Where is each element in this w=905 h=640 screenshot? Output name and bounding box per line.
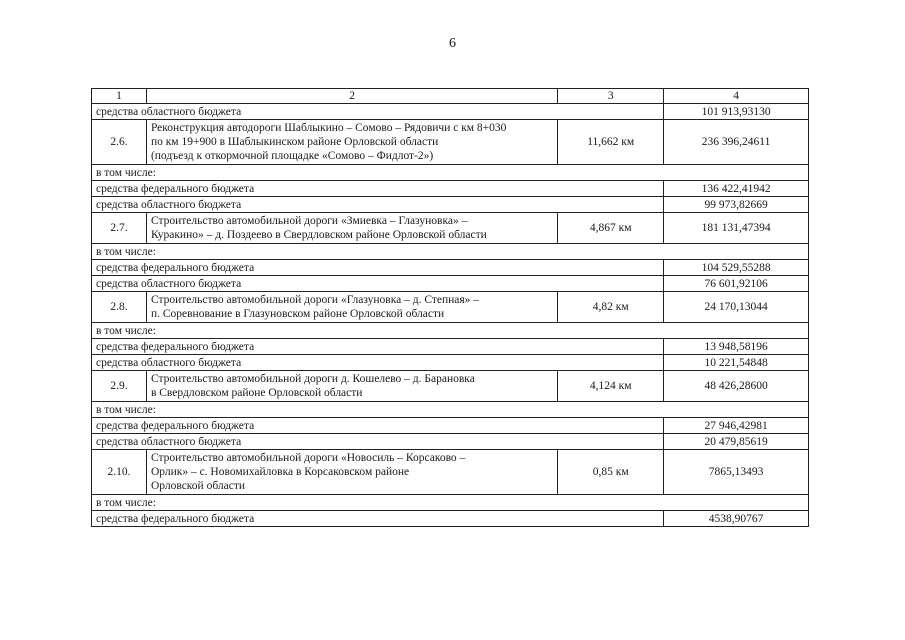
table-header-row [92,89,809,104]
column-header: 2 [146,89,557,104]
including-row [92,402,809,418]
project-description [146,120,557,165]
description-line: Орловской области [150,480,246,492]
including-label: в том числе: [92,402,809,418]
project-row [92,213,809,244]
including-row [92,495,809,511]
funding-row [92,434,809,450]
column-header: 3 [558,89,664,104]
description-line: Строительство автомобильной дороги д. Кошелево – д. Барановка [150,373,475,385]
project-description [146,213,557,244]
funding-label: средства федерального бюджета [92,339,664,355]
project-row [92,371,809,402]
project-description [146,292,557,323]
funding-label: средства федерального бюджета [92,511,664,527]
project-row [92,292,809,323]
description-line: Строительство автомобильной дороги «Змиевка – Глазуновка» – [150,215,468,227]
funding-row [92,339,809,355]
column-header: 4 [664,89,809,104]
funding-row [92,276,809,292]
budget-table [91,88,809,527]
including-label: в том числе: [92,165,809,181]
description-line: Строительство автомобильной дороги «Глазуновка – д. Степная» – [150,294,480,306]
funding-amount: 13 948,58196 [664,339,809,355]
project-amount: 181 131,47394 [664,213,809,244]
project-length: 0,85 км [558,450,664,495]
funding-amount: 4538,90767 [664,511,809,527]
funding-row [92,355,809,371]
project-number: 2.10. [92,450,147,495]
funding-amount: 99 973,82669 [664,197,809,213]
description-line: Реконструкция автодороги Шаблыкино – Сомово – Рядовичи с км 8+030 [150,122,507,134]
project-length: 4,82 км [558,292,664,323]
funding-row [92,104,809,120]
project-amount: 24 170,13044 [664,292,809,323]
funding-amount: 10 221,54848 [664,355,809,371]
including-label: в том числе: [92,495,809,511]
project-amount: 236 396,24611 [664,120,809,165]
funding-amount: 27 946,42981 [664,418,809,434]
project-description [146,450,557,495]
funding-row [92,197,809,213]
funding-amount: 20 479,85619 [664,434,809,450]
description-line: по км 19+900 в Шаблыкинском районе Орловской области [150,136,439,148]
funding-amount: 76 601,92106 [664,276,809,292]
description-line: в Свердловском районе Орловской области [150,387,363,399]
funding-label: средства областного бюджета [92,434,664,450]
project-length: 4,124 км [558,371,664,402]
including-label: в том числе: [92,244,809,260]
project-amount: 7865,13493 [664,450,809,495]
project-amount: 48 426,28600 [664,371,809,402]
column-header: 1 [92,89,147,104]
including-label: в том числе: [92,323,809,339]
including-row [92,323,809,339]
funding-label: средства федерального бюджета [92,181,664,197]
funding-label: средства федерального бюджета [92,418,664,434]
funding-amount: 136 422,41942 [664,181,809,197]
funding-label: средства областного бюджета [92,276,664,292]
page-number: 6 [449,36,456,51]
project-row [92,120,809,165]
project-number: 2.7. [92,213,147,244]
funding-row [92,181,809,197]
funding-label: средства областного бюджета [92,104,664,120]
funding-amount: 101 913,93130 [664,104,809,120]
project-description [146,371,557,402]
funding-label: средства областного бюджета [92,355,664,371]
project-number: 2.8. [92,292,147,323]
funding-amount: 104 529,55288 [664,260,809,276]
project-length: 4,867 км [558,213,664,244]
project-row [92,450,809,495]
description-line: Строительство автомобильной дороги «Новосиль – Корсаково – [150,452,466,464]
description-line: (подъезд к откормочной площадке «Сомово – Фидлот-2») [150,150,434,162]
description-line: Куракино» – д. Поздеево в Свердловском районе Орловской области [150,229,487,241]
funding-label: средства областного бюджета [92,197,664,213]
description-line: Орлик» – с. Новомихайловка в Корсаковском районе [150,466,410,478]
funding-row [92,511,809,527]
project-number: 2.9. [92,371,147,402]
project-number: 2.6. [92,120,147,165]
funding-row [92,418,809,434]
funding-row [92,260,809,276]
description-line: п. Соревнование в Глазуновском районе Орловской области [150,308,445,320]
funding-label: средства федерального бюджета [92,260,664,276]
project-length: 11,662 км [558,120,664,165]
including-row [92,244,809,260]
including-row [92,165,809,181]
